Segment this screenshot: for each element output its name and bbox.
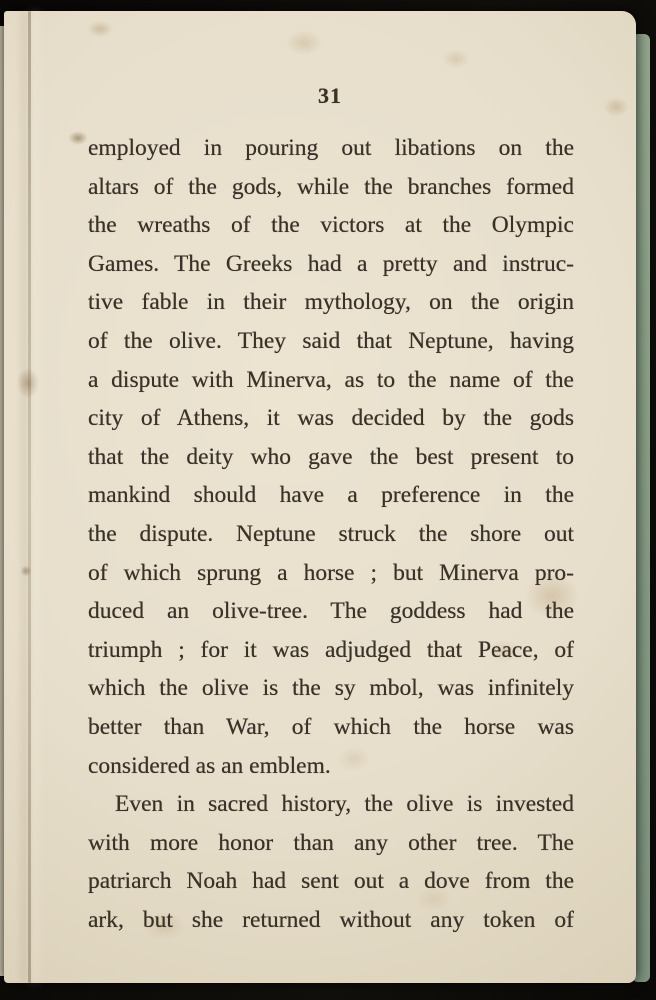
text-line: ark, but she returned without any token of (88, 906, 574, 933)
text-line: Even in sacred history, the olive is invested (115, 791, 574, 818)
text-line: employed in pouring out libations on the (88, 135, 574, 161)
text-line: mankind should have a preference in the (88, 482, 574, 509)
text-line: with more honor than any other tree. The (88, 829, 574, 856)
text-line: duced an olive-tree. The goddess had the (88, 598, 574, 625)
text-line: tive fable in their mythology, on the origin (88, 289, 574, 316)
text-line: triumph ; for it was adjudged that Peace, of (88, 636, 574, 663)
text-line: Games. The Greeks had a pretty and instruc- (88, 250, 574, 277)
text-line: that the deity who gave the best present to (88, 443, 574, 470)
page-text (88, 129, 574, 939)
text-line: the dispute. Neptune struck the shore out (88, 520, 574, 547)
text-line: the wreaths of the victors at the Olympic (88, 212, 574, 239)
text-line: of which sprung a horse ; but Minerva pro- (88, 559, 574, 586)
text-line: a dispute with Minerva, as to the name of the (88, 366, 574, 393)
page-gutter-crease (28, 11, 31, 983)
text-line: city of Athens, it was decided by the gods (88, 405, 574, 432)
text-line: which the olive is the sy mbol, was infinitely (88, 675, 574, 702)
text-line: better than War, of which the horse was (88, 713, 574, 740)
text-line: of the olive. They said that Neptune, having (88, 327, 574, 354)
text-line: altars of the gods, while the branches formed (88, 173, 574, 200)
text-line: considered as an emblem. (88, 752, 331, 779)
page-number: 31 (318, 83, 342, 108)
book-page (4, 11, 636, 983)
text-line: patriarch Noah had sent out a dove from the (88, 868, 574, 895)
